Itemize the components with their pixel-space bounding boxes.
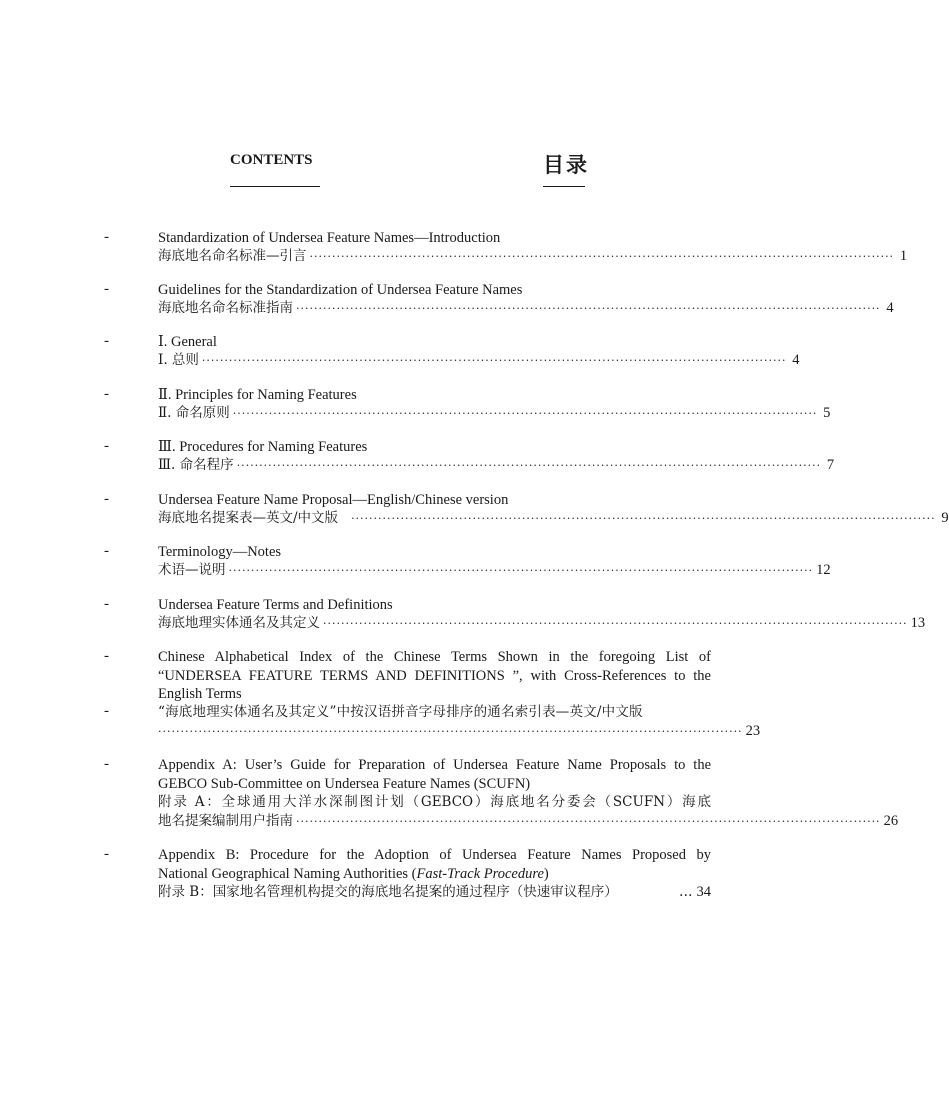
entry-title-zh: 海底地名提案表—英文/中文版 <box>158 510 339 526</box>
page-number: 9 <box>941 510 949 526</box>
dot-leader: ·································································································································· <box>158 725 743 738</box>
list-dash: - <box>104 333 109 349</box>
entry-title-zh: Ⅰ. 总则 <box>158 352 199 368</box>
page-number: 5 <box>823 405 831 421</box>
page-number: 34 <box>696 884 711 900</box>
page-number: 4 <box>792 352 800 368</box>
dot-leader: ·································································································································· <box>296 815 881 828</box>
entry-title-en-line: National Geographical Naming Authorities ( <box>158 865 417 882</box>
dot-leader: ·································································································································· <box>309 250 895 263</box>
list-dash: - <box>104 281 109 297</box>
dot-leader: … <box>679 884 693 900</box>
entry-title-en-close: ) <box>543 865 549 882</box>
entry-title-zh-line: 附录 A：全球通用大洋水深制图计划（GEBCO）海底地名分委会（SCUFN）海底 <box>158 794 711 810</box>
contents-heading-zh-underline <box>543 186 585 187</box>
entry-title-zh-line: 地名提案编制用户指南 <box>158 813 293 829</box>
entry-title-zh: 海底地名命名标准指南 <box>158 300 293 316</box>
entry-title-en-line: Chinese Alphabetical Index of the Chinese Terms Shown in the foregoing List of <box>158 649 711 665</box>
entry-title-en-line: Appendix B: Procedure for the Adoption of Undersea Feature Names Proposed by <box>158 847 711 863</box>
page-number: 7 <box>826 457 835 473</box>
list-dash: - <box>104 386 109 402</box>
list-dash: - <box>104 756 109 772</box>
entry-title-en: Ⅲ. Procedures for Naming Features <box>158 439 368 455</box>
entry-title-zh: 海底地理实体通名及其定义 <box>158 615 320 631</box>
list-dash: - <box>104 438 109 454</box>
dot-leader: ·································································································································· <box>351 512 936 525</box>
page-number: 4 <box>886 300 894 316</box>
list-dash: - <box>104 648 109 664</box>
page-number: 23 <box>745 723 761 739</box>
list-dash: - <box>104 543 109 559</box>
entry-title-en-line: GEBCO Sub-Committee on Undersea Feature Names (SCUFN) <box>158 775 531 792</box>
entry-title-zh: Ⅲ. 命名程序 <box>158 457 234 473</box>
page-number: 12 <box>816 562 831 578</box>
page-number: 26 <box>883 813 899 829</box>
page-number: 1 <box>899 248 908 264</box>
dot-leader: ·································································································································· <box>228 564 814 577</box>
entry-title-en: Undersea Feature Name Proposal—English/Chinese version <box>158 492 509 508</box>
dot-leader: ·································································································································· <box>201 354 787 367</box>
entry-title-zh: Ⅱ. 命名原则 <box>158 405 230 421</box>
entry-title-zh: 附录 B：国家地名管理机构提交的海底地名提案的通过程序（快速审议程序） <box>158 884 618 900</box>
page-number: 13 <box>910 615 926 631</box>
entry-title-en: Ⅰ. General <box>158 334 217 350</box>
entry-title-en-line: English Terms <box>158 686 242 702</box>
entry-title-en: Guidelines for the Standardization of Undersea Feature Names <box>158 282 523 298</box>
list-dash: - <box>104 703 109 719</box>
contents-heading-underline <box>230 186 320 187</box>
list-dash: - <box>104 846 109 862</box>
dot-leader: ·································································································································· <box>236 459 822 472</box>
entry-title-zh: 术语—说明 <box>158 562 226 578</box>
contents-heading: CONTENTS <box>230 152 313 168</box>
entry-title-en-line: “UNDERSEA FEATURE TERMS AND DEFINITIONS ”, with Cross-References to the <box>158 667 711 684</box>
entry-title-en-italic: Fast-Track Procedure <box>416 865 544 882</box>
dot-leader: ·································································································································· <box>232 407 818 420</box>
list-dash: - <box>104 596 109 612</box>
entry-title-zh: 海底地名命名标准—引言 <box>158 248 307 264</box>
entry-title-en: Standardization of Undersea Feature Names—Introduction <box>158 230 501 246</box>
dot-leader: ·································································································································· <box>296 302 881 315</box>
dot-leader: ·································································································································· <box>323 617 908 630</box>
entry-title-en: Ⅱ. Principles for Naming Features <box>158 387 357 403</box>
list-dash: - <box>104 229 109 245</box>
contents-heading-zh: 目录 <box>543 153 589 177</box>
entry-title-en: Terminology—Notes <box>158 544 282 560</box>
entry-title-en: Undersea Feature Terms and Definitions <box>158 597 393 613</box>
entry-title-zh: “海底地理实体通名及其定义”中按汉语拼音字母排序的通名索引表—英文/中文版 <box>158 704 643 720</box>
list-dash: - <box>104 491 109 507</box>
entry-title-en-line: Appendix A: User’s Guide for Preparation of Undersea Feature Name Proposals to the <box>158 757 711 773</box>
